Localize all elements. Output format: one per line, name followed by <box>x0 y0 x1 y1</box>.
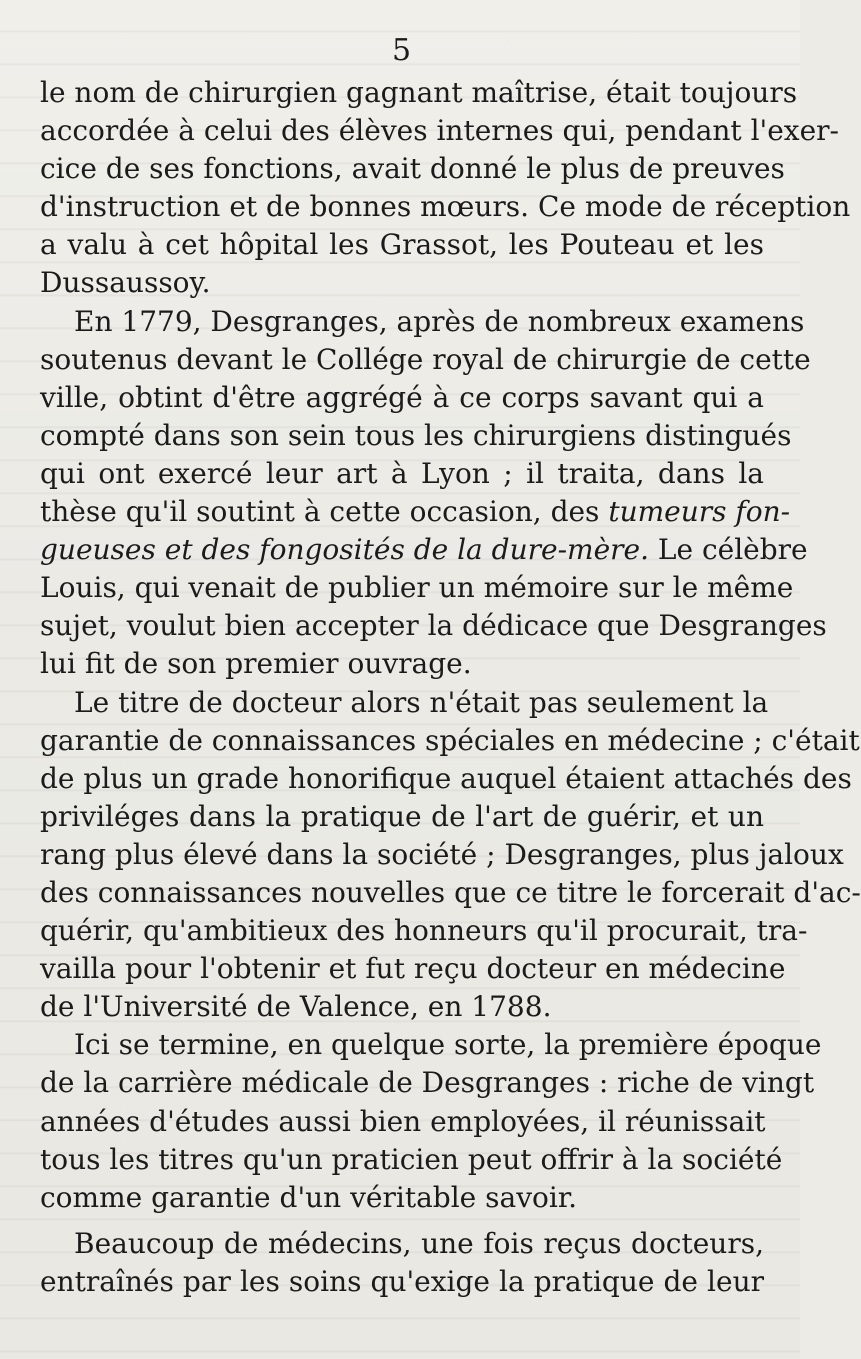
text-line: quérir, qu'ambitieux des honneurs qu'il procurait, tra- <box>40 914 808 948</box>
text-line: lui fit de son premier ouvrage. <box>40 647 472 681</box>
text-line: le nom de chirurgien gagnant maîtrise, était toujours <box>40 76 798 109</box>
text-line: de plus un grade honorifique auquel étaient attachés des <box>40 761 852 795</box>
thesis-title-start: tumeurs fon- <box>608 495 791 529</box>
text-line: entraînés par les soins qu'exige la pratique de leur <box>40 1264 764 1298</box>
text-line: rang plus élevé dans la société ; Desgranges, plus jaloux <box>40 837 844 871</box>
paragraph-2 <box>40 303 827 684</box>
text-line: compté dans son sein tous les chirurgiens distingués <box>40 418 792 452</box>
body-text <box>40 74 861 1301</box>
page-number: 5 <box>391 33 413 68</box>
text-line: années d'études aussi bien employées, il réunissait <box>40 1104 766 1138</box>
text-line: tous les titres qu'un praticien peut offrir à la société <box>40 1142 783 1176</box>
text-line: accordée à celui des élèves internes qui, pendant l'exer- <box>40 114 840 148</box>
text-line: En 1779, Desgranges, après de nombreux examens <box>74 304 805 338</box>
paragraph-3 <box>40 684 861 1027</box>
text-line: soutenus devant le Collége royal de chirurgie de cette <box>40 342 811 376</box>
text-line: qui ont exercé leur art à Lyon ; il traita, dans la <box>40 456 764 490</box>
text-line: Beaucoup de médecins, une fois reçus docteurs, <box>74 1226 764 1260</box>
text-line: vailla pour l'obtenir et fut reçu docteur en médecine <box>40 952 786 986</box>
text-line: de la carrière médicale de Desgranges : riche de vingt <box>40 1066 815 1100</box>
text-line <box>40 493 791 531</box>
text-line: garantie de connaissances spéciales en médecine ; c'était <box>40 723 860 757</box>
text-line: Ici se termine, en quelque sorte, la première époque <box>74 1028 822 1062</box>
thesis-prefix: thèse qu'il soutint à cette occasion, des <box>40 495 609 529</box>
text-line: comme garantie d'un véritable savoir. <box>40 1180 578 1214</box>
thesis-suffix: Le célèbre <box>649 533 808 567</box>
text-line: d'instruction et de bonnes mœurs. Ce mode de réception <box>40 190 851 224</box>
text-line: Le titre de docteur alors n'était pas seulement la <box>74 685 769 719</box>
paragraph-4 <box>40 1026 822 1216</box>
text-line: de l'Université de Valence, en 1788. <box>40 990 552 1024</box>
text-line: des connaissances nouvelles que ce titre le forcerait d'ac- <box>40 875 861 909</box>
text-line <box>40 531 808 569</box>
text-line: ville, obtint d'être aggrégé à ce corps savant qui a <box>40 380 764 414</box>
text-line: priviléges dans la pratique de l'art de guérir, et un <box>40 799 764 833</box>
paragraph-1 <box>40 74 851 303</box>
text-line: cice de ses fonctions, avait donné le plus de preuves <box>40 152 785 186</box>
text-line: a valu à cet hôpital les Grassot, les Pouteau et les <box>40 228 764 262</box>
thesis-title-end: gueuses et des fongosités de la dure-mère. <box>40 533 649 567</box>
text-line: Dussaussoy. <box>40 266 211 300</box>
paragraph-5 <box>40 1225 764 1301</box>
text-line: Louis, qui venait de publier un mémoire sur le même <box>40 571 794 605</box>
text-line: sujet, voulut bien accepter la dédicace que Desgranges <box>40 609 827 643</box>
